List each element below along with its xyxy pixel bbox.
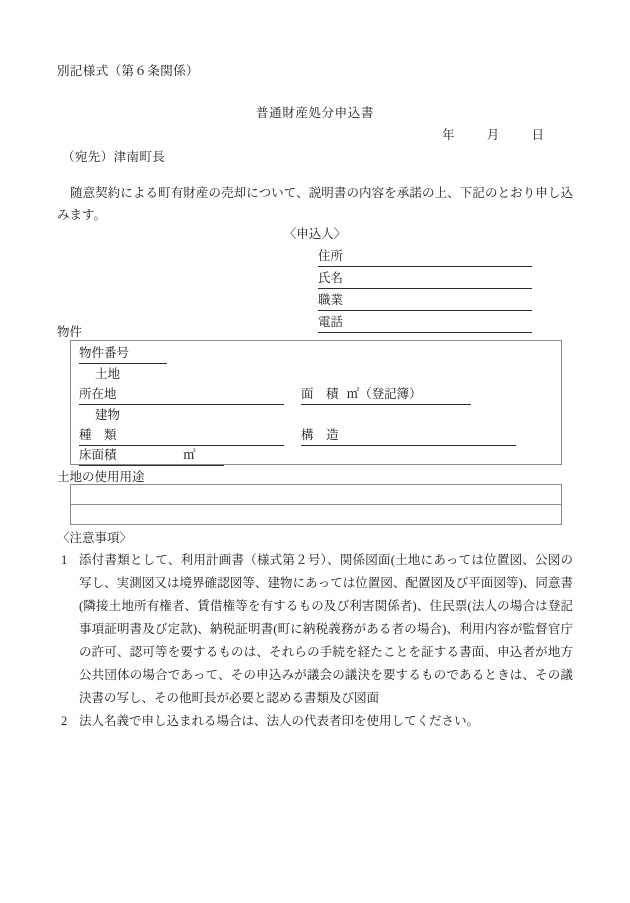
applicant-field-name-label: 氏名 [318, 271, 344, 286]
applicant-field-occupation-label: 職業 [318, 293, 344, 308]
property-number-label: 物件番号 [79, 344, 167, 364]
property-area-row[interactable] [301, 385, 471, 405]
usage-label: 土地の使用用途 [57, 470, 145, 484]
property-floor-area-field [79, 446, 224, 466]
property-structure-row[interactable] [301, 426, 516, 446]
applicant-field-address-label: 住所 [318, 249, 344, 264]
applicant-fields [318, 245, 532, 333]
property-floor-area-label: 床面積 [79, 448, 117, 462]
applicant-field-occupation[interactable] [318, 289, 532, 311]
property-area-field [301, 385, 471, 405]
property-building-heading [95, 406, 120, 425]
applicant-field-phone[interactable] [318, 311, 532, 333]
property-floor-area-row[interactable] [79, 446, 224, 466]
notes-list [57, 549, 573, 733]
property-section-label: 物件 [57, 325, 83, 339]
property-area-label: 面 積 [301, 387, 339, 401]
note-number: 1 [61, 553, 68, 567]
property-kind-row[interactable] [79, 426, 284, 446]
date-year-label: 年 [441, 128, 455, 142]
form-code: 別記様式（第６条関係） [57, 64, 199, 78]
applicant-heading: 〈申込人〉 [283, 227, 347, 241]
applicant-field-name[interactable] [318, 267, 532, 289]
note-text: 添付書類として、利用計画書（様式第２号）、関係図面(土地にあっては位置図、公図の写し、実測図又は境界確認図等、建物にあっては位置図、配置図及び平面図等)、同意書(隣接土地所有権者、賃借権等を有するもの及び利害関係者)、住民票(法人の場合は登記事項証明書及び定款)、納税証明書(町に納税義務がある者の場合)、利用内容が監督官庁の許可、認可等を要するものは、それらの手続を経たことを証する書面、申込者が地方公共団体の場合であって、その申込みが議会の議決を要するものであるときは、その議決書の写し、その他町長が必要と認める書類及び図面 [79, 553, 573, 705]
note-item [57, 710, 573, 733]
property-box [70, 340, 562, 465]
usage-row-1[interactable] [71, 485, 561, 505]
usage-box [70, 484, 562, 525]
property-floor-area-unit: ㎡ [183, 448, 196, 462]
addressee: （宛先）津南町長 [62, 150, 166, 164]
property-location-row[interactable] [79, 385, 284, 405]
date-line [0, 126, 544, 145]
property-land-heading [95, 365, 120, 384]
property-building-label: 建物 [95, 408, 121, 422]
note-number: 2 [61, 714, 68, 728]
property-structure-label: 構 造 [301, 426, 516, 446]
usage-row-2[interactable] [71, 505, 561, 524]
note-item [57, 549, 573, 710]
property-number-row[interactable] [79, 344, 167, 364]
notes-heading: 〈注意事項〉 [57, 531, 133, 545]
applicant-field-address[interactable] [318, 245, 532, 267]
document-title: 普通財産処分申込書 [256, 106, 374, 120]
property-kind-label: 種 類 [79, 426, 284, 446]
property-location-label: 所在地 [79, 385, 284, 405]
applicant-field-phone-label: 電話 [318, 315, 344, 330]
property-land-label: 土地 [95, 367, 121, 381]
date-day-label: 日 [531, 128, 544, 142]
date-month-label: 月 [486, 128, 500, 142]
property-area-unit: ㎡（登記簿） [346, 387, 422, 401]
intro-paragraph: 随意契約による町有財産の売却について、説明書の内容を承諾の上、下記のとおり申し込みます。 [57, 186, 573, 222]
note-text: 法人名義で申し込まれる場合は、法人の代表者印を使用してください。 [79, 714, 480, 728]
